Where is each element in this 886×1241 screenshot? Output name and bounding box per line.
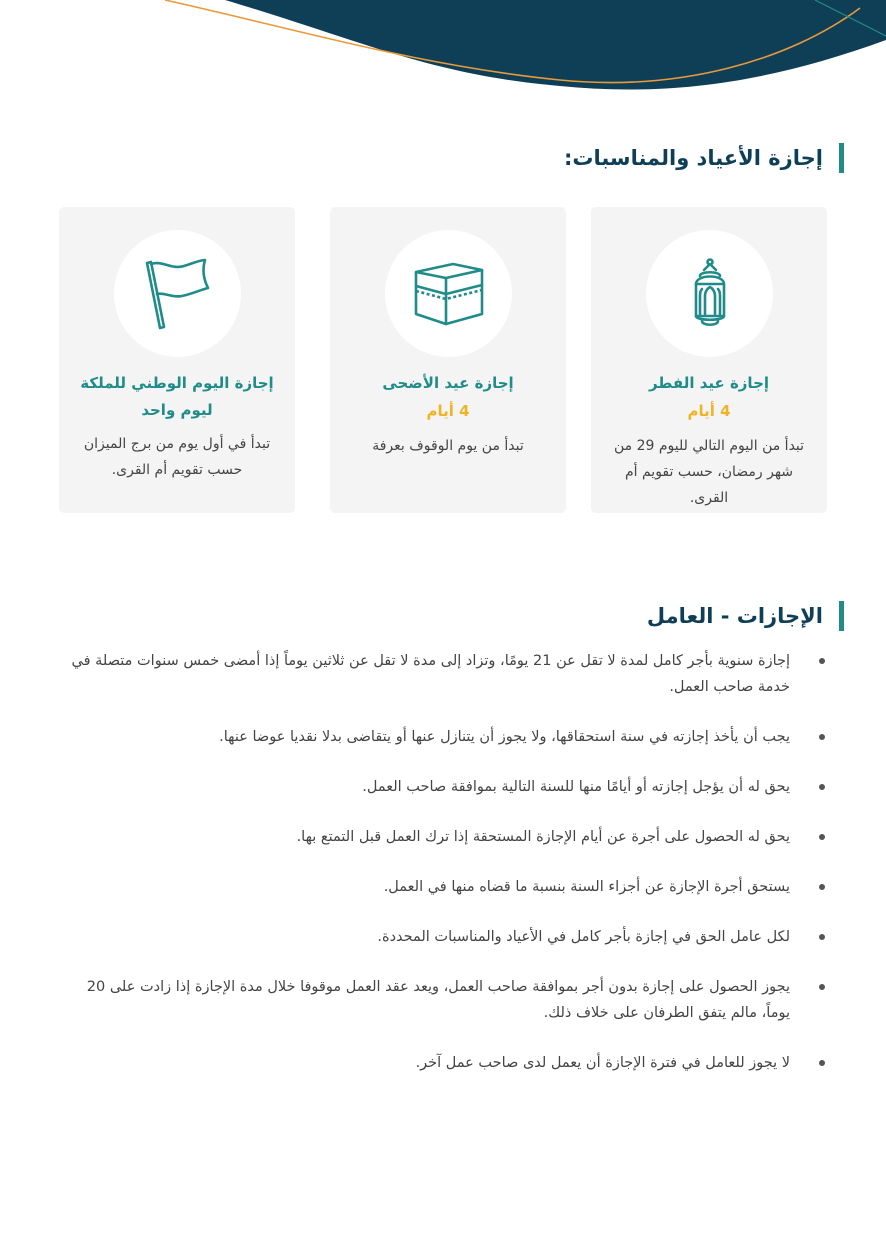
list-item-text: يجب أن يأخذ إجازته في سنة استحقاقها، ولا يجوز أن يتنازل عنها أو يتقاضى بدلا نقديا عوضا عنها.	[219, 729, 790, 745]
icon-circle	[646, 230, 773, 357]
section-title-worker-leave: الإجازات - العامل	[647, 601, 844, 631]
card-title: إجازة عيد الفطر	[648, 374, 770, 392]
card-days: 4 أيام	[426, 402, 470, 420]
kaaba-icon	[413, 258, 485, 330]
bullet-icon	[819, 834, 825, 840]
list-item	[58, 774, 828, 800]
section-title-holidays: إجازة الأعياد والمناسبات:	[564, 143, 844, 173]
header-wave-decoration	[0, 0, 886, 110]
list-item	[58, 974, 828, 1026]
icon-circle	[114, 230, 241, 357]
list-item	[58, 874, 828, 900]
card-description: تبدأ في أول يوم من برج الميزان حسب تقويم أم القرى.	[83, 436, 271, 478]
list-item	[58, 924, 828, 950]
list-item-text: يجوز الحصول على إجازة بدون أجر بموافقة صاحب العمل، ويعد عقد العمل موقوفا خلال مدة الإجازة إذا زادت على 20 يوماً، مالم يتفق الطرفان على خلاف ذلك.	[86, 979, 790, 1021]
icon-circle	[385, 230, 512, 357]
list-item	[58, 1050, 828, 1076]
list-item	[58, 724, 828, 750]
list-item-text: لكل عامل الحق في إجازة بأجر كامل في الأعياد والمناسبات المحددة.	[377, 929, 790, 945]
lantern-icon	[674, 258, 746, 330]
card-days: 4 أيام	[687, 402, 731, 420]
card-title: إجازة اليوم الوطني للملكة ليوم واحد	[80, 374, 274, 419]
bullet-icon	[819, 734, 825, 740]
card-description: تبدأ من اليوم التالي لليوم 29 من شهر رمضان، حسب تقويم أم القرى.	[613, 438, 805, 506]
list-item	[58, 824, 828, 850]
bullet-icon	[819, 934, 825, 940]
list-item-text: لا يجوز للعامل في فترة الإجازة أن يعمل لدى صاحب عمل آخر.	[415, 1055, 790, 1071]
bullet-icon	[819, 1060, 825, 1066]
bullet-icon	[819, 784, 825, 790]
list-item-text: إجازة سنوية بأجر كامل لمدة لا تقل عن 21 يومًا، وتزاد إلى مدة لا تقل عن ثلاثين يوماً إذا أمضى خمس سنوات متصلة في خدمة صاحب العمل.	[71, 653, 790, 695]
card-national-day	[59, 207, 295, 513]
list-item-text: يستحق أجرة الإجازة عن أجزاء السنة بنسبة ما قضاه منها في العمل.	[383, 879, 790, 895]
bullet-icon	[819, 658, 825, 664]
list-item-text: يحق له أن يؤجل إجازته أو أيامًا منها للسنة التالية بموافقة صاحب العمل.	[362, 779, 790, 795]
card-title: إجازة عيد الأضحى	[382, 374, 514, 392]
card-eid-al-fitr	[591, 207, 827, 513]
bullet-icon	[819, 984, 825, 990]
leave-rules-list	[58, 648, 828, 1100]
bullet-icon	[819, 884, 825, 890]
card-eid-al-adha	[330, 207, 566, 513]
list-item	[58, 648, 828, 700]
list-item-text: يحق له الحصول على أجرة عن أيام الإجازة المستحقة إذا ترك العمل قبل التمتع بها.	[296, 829, 790, 845]
card-description: تبدأ من يوم الوقوف بعرفة	[372, 438, 524, 454]
holiday-cards	[59, 207, 827, 513]
flag-icon	[142, 258, 214, 330]
